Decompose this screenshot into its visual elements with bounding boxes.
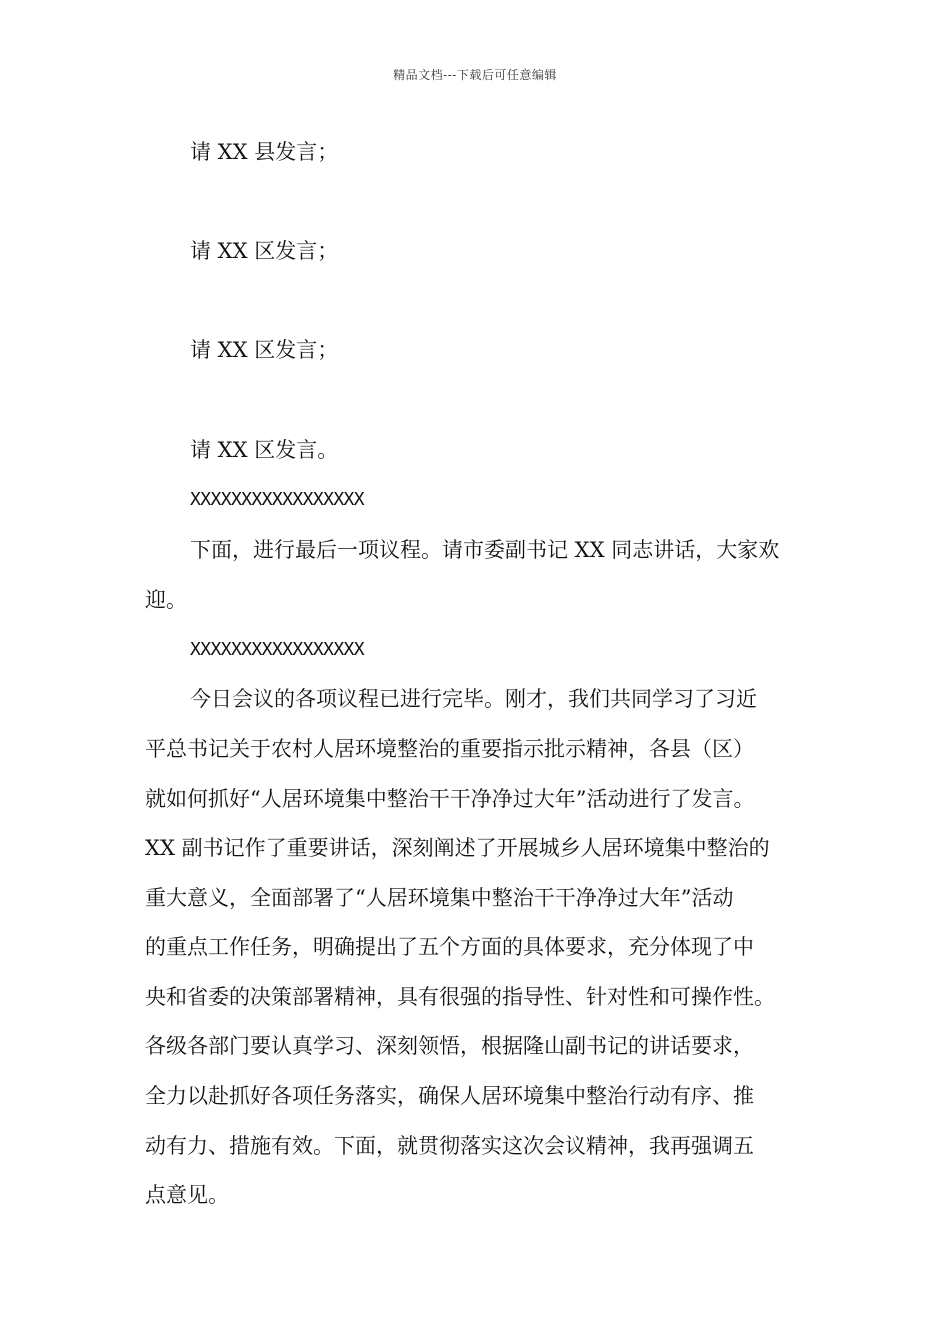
paragraph-line: 就如何抓好“人居环境集中整治干干净净过大年”活动进行了发言。 bbox=[145, 787, 755, 811]
paragraph-line: 今日会议的各项议程已进行完毕。刚才，我们共同学习了习近 bbox=[190, 687, 757, 711]
paragraph-line: 各级各部门要认真学习、深刻领悟，根据隆山副书记的讲话要求， bbox=[145, 1034, 754, 1058]
paragraph-line: 央和省委的决策部署精神，具有很强的指导性、针对性和可操作性。 bbox=[145, 985, 775, 1009]
paragraph-line: 请 XX 区发言。 bbox=[190, 438, 339, 462]
paragraph-line: 请 XX 区发言； bbox=[190, 239, 339, 263]
paragraph-line: 平总书记关于农村人居环境整治的重要指示批示精神，各县（区） bbox=[145, 737, 754, 761]
placeholder-line: XXXXXXXXXXXXXXXXX bbox=[190, 489, 365, 510]
placeholder-line: XXXXXXXXXXXXXXXXX bbox=[190, 639, 365, 660]
paragraph-line: 重大意义，全面部署了“人居环境集中整治干干净净过大年”活动 bbox=[145, 886, 734, 910]
paragraph-line: 下面，进行最后一项议程。请市委副书记 XX 同志讲话，大家欢 bbox=[190, 538, 780, 562]
paragraph-line: 请 XX 县发言； bbox=[190, 140, 339, 164]
paragraph-line: 迎。 bbox=[145, 588, 187, 612]
paragraph-line: 的重点工作任务，明确提出了五个方面的具体要求，充分体现了中 bbox=[145, 935, 754, 959]
paragraph-line: 全力以赴抓好各项任务落实，确保人居环境集中整治行动有序、推 bbox=[145, 1084, 754, 1108]
paragraph-line: 动有力、措施有效。下面，就贯彻落实这次会议精神，我再强调五 bbox=[145, 1134, 754, 1158]
paragraph-line: 请 XX 区发言； bbox=[190, 338, 339, 362]
paragraph-line: XX 副书记作了重要讲话，深刻阐述了开展城乡人居环境集中整治的 bbox=[145, 836, 770, 860]
paragraph-line: 点意见。 bbox=[145, 1183, 229, 1207]
page-header: 精品文档---下载后可任意编辑 bbox=[393, 68, 557, 82]
